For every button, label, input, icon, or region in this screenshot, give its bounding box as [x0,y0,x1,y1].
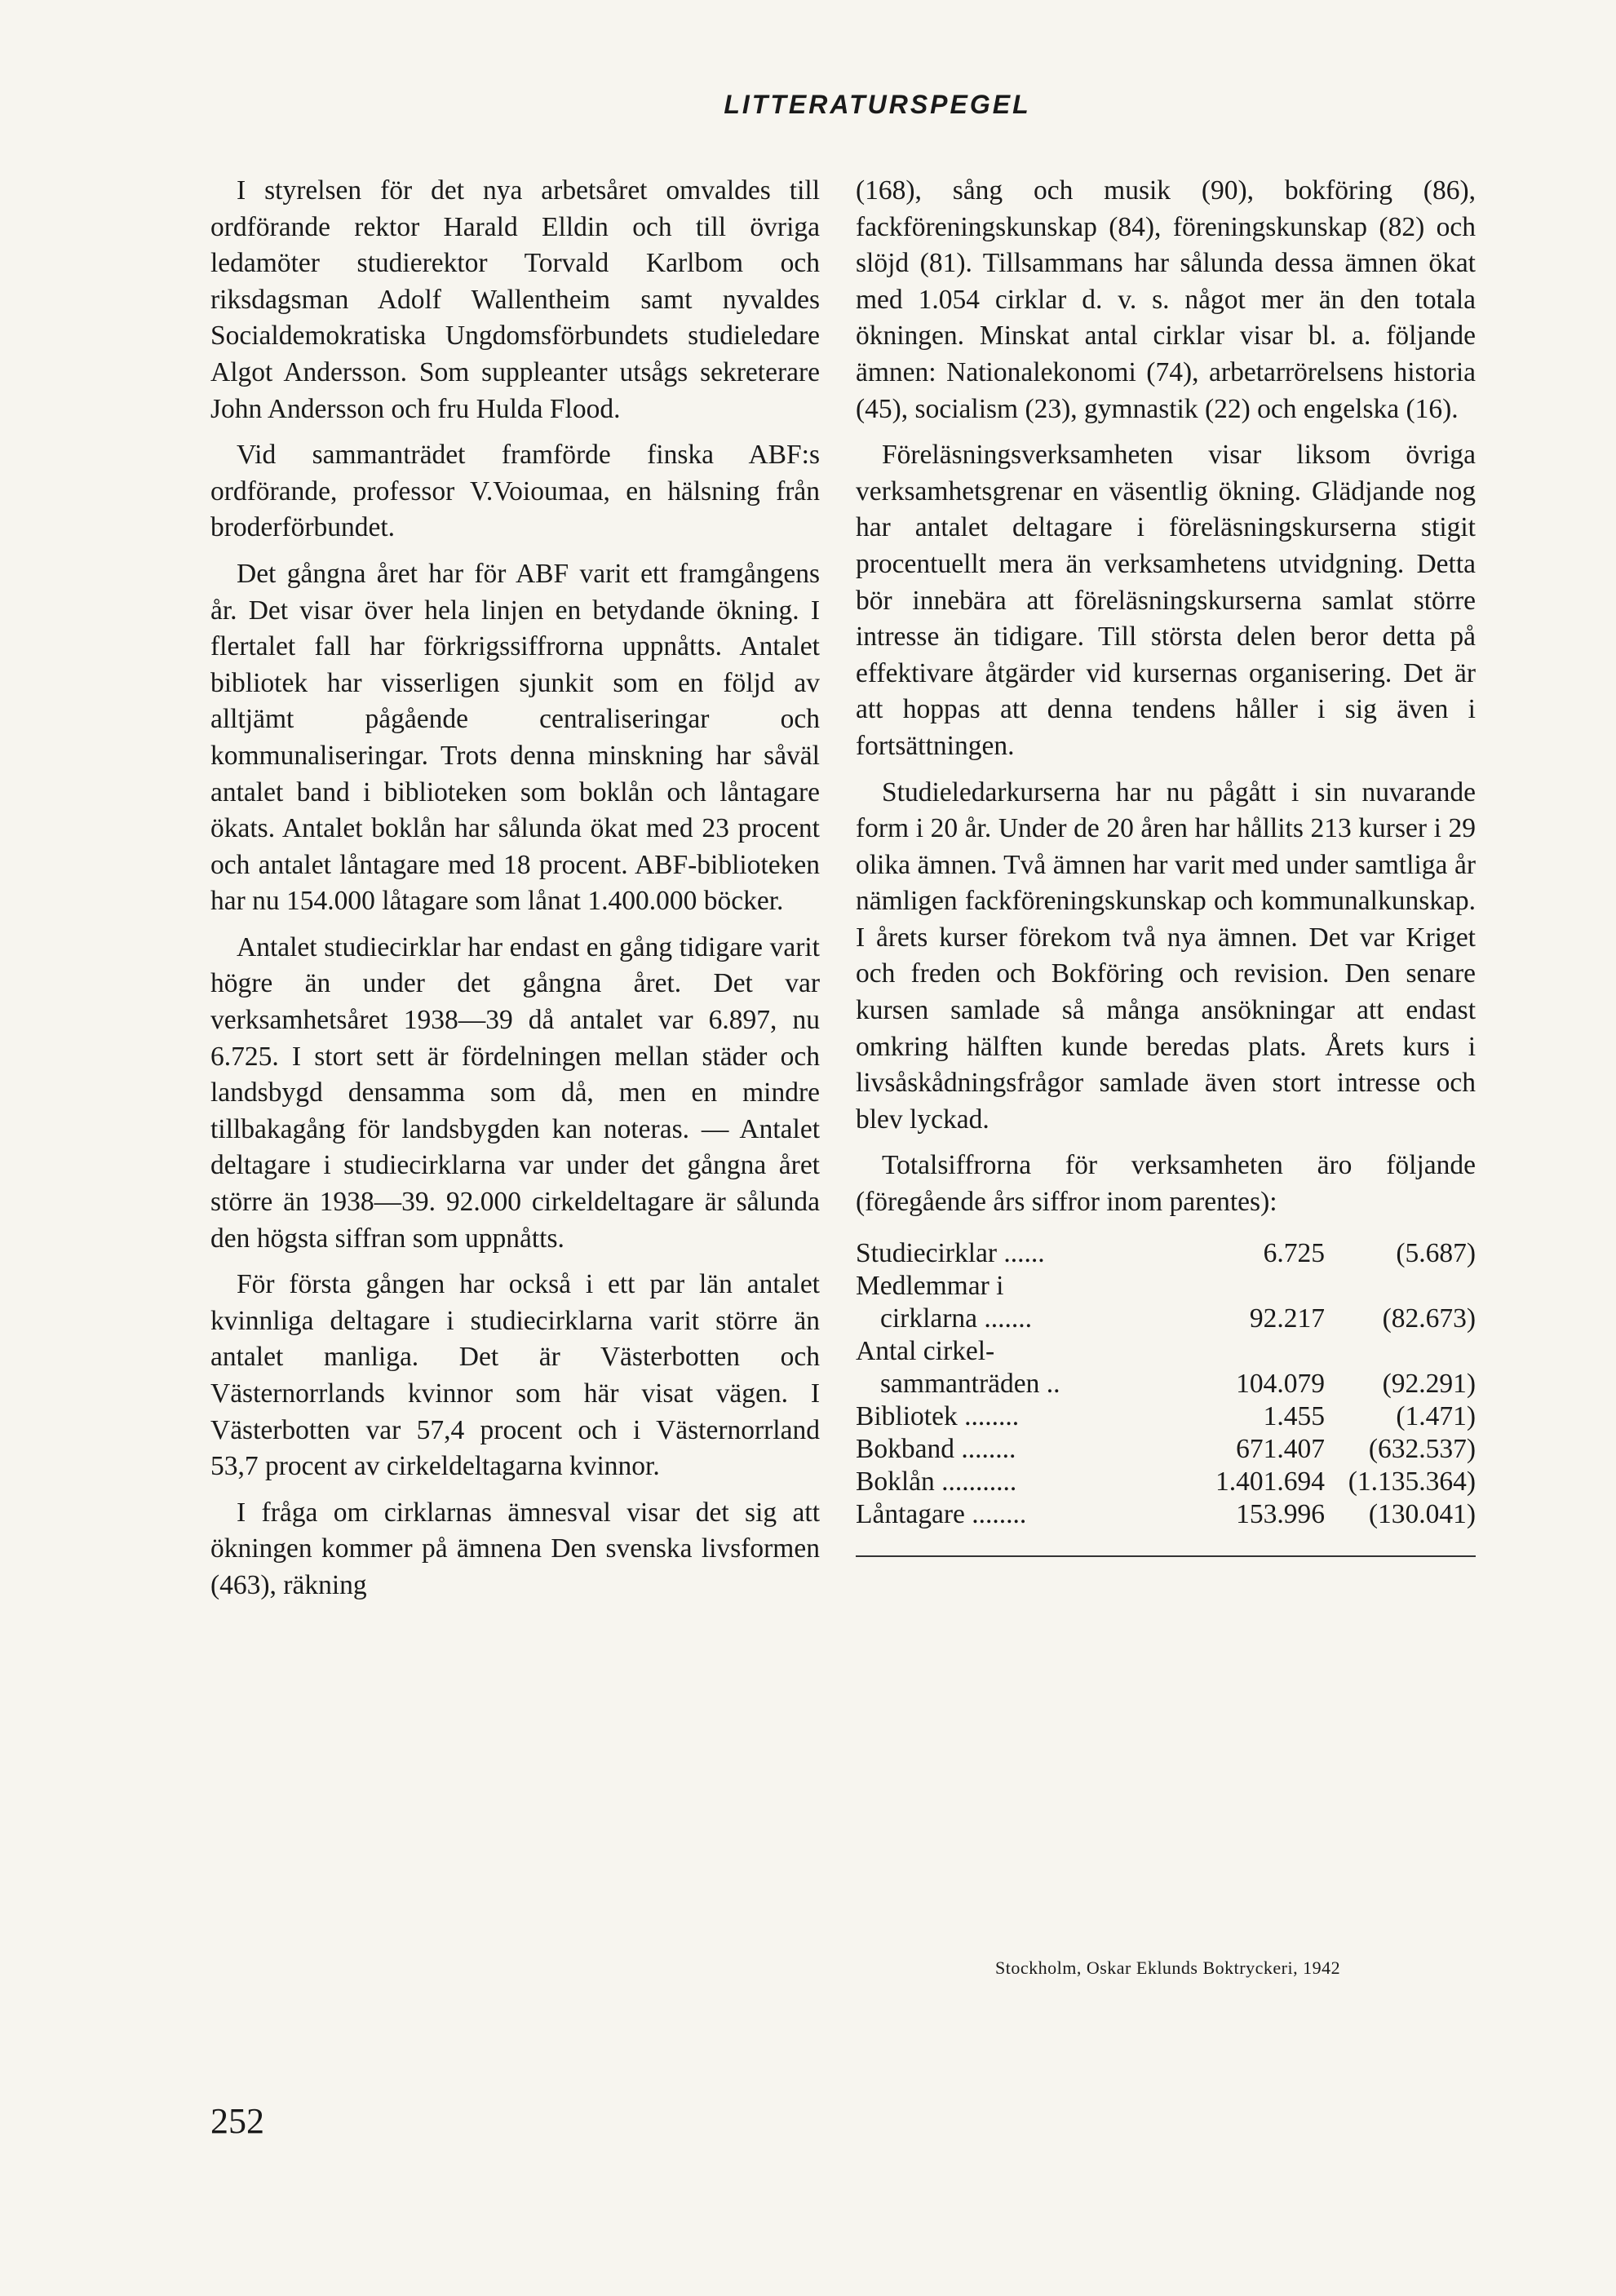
paragraph: Studieledarkurserna har nu pågått i sin nuvarande form i 20 år. Under de 20 åren har hållits 213 kurser i 29 olika ämnen. Två ämnen har varit med under samtliga år nämligen fackföreningskunskap och kommunalkunskap. I årets kurser förekom två nya ämnen. Det var Kriget och freden och Bokföring och revision. Den senare kursen samlade så många ansökningar att endast omkring hälften kunde beredas plats. Årets kurs i livsåskådningsfrågor samlade även stort intresse och blev lyckad. [856,776,1476,1135]
stat-previous: (1.135.364) [1348,1466,1476,1497]
paragraph: Det gångna året har för ABF varit ett framgångens år. Det visar över hela linjen en betydande ökning. I flertalet fall har förkrigssiffrorna uppnåtts. Antalet bibliotek har visserligen sjunkit som en följd av alltjämt pågående centraliseringar och kommunaliseringar. Trots denna minskning har såväl antalet band i biblioteken som boklån och låntagare ökats. Antalet boklån har sålunda ökat med 23 procent och antalet låntagare med 18 procent. ABF-biblioteken har nu 154.000 låtagare som lånat 1.400.000 böcker. [210,558,820,917]
divider-rule [856,1555,1476,1557]
stat-label: Bokband ........ [856,1433,1016,1464]
table-row [856,1400,1476,1433]
printer-imprint: Stockholm, Oskar Eklunds Boktryckeri, 1942 [995,1958,1341,1978]
paragraph: För första gången har också i ett par län antalet kvinnliga deltagare i studiecirklarna varit större än antalet manliga. Det är Västerbotten och Västernorrlands kvinnor som här visat vägen. I Västerbotten var 57,4 procent och i Västernorrland 53,7 procent av cirkeldeltagarna kvinnor. [210,1269,820,1482]
stat-label: cirklarna ....... [880,1303,1033,1334]
stat-previous: (1.471) [1396,1400,1476,1431]
table-row [856,1498,1476,1531]
paragraph-continuation: (168), sång och musik (90), bokföring (86), fackföreningskunskap (84), föreningskunskap (82) och slöjd (81). Tillsammans har sålunda dessa ämnen ökat med 1.054 cirklar d. v. s. något mer än den totala ökningen. Minskat antal cirklar visar bl. a. följande ämnen: Nationalekonomi (74), arbetarrörelsens historia (45), socialism (23), gymnastik (22) och engelska (16). [856,175,1476,424]
stat-value: 153.996 [1236,1498,1325,1529]
stat-label: Boklån ........... [856,1466,1017,1497]
table-row [856,1270,1476,1303]
stat-label: Bibliotek ........ [856,1400,1020,1431]
paragraph: I fråga om cirklarnas ämnesval visar det sig att ökningen kommer på ämnena Den svenska livsformen (463), räkning [210,1497,820,1600]
table-row [856,1433,1476,1466]
stat-value: 6.725 [1263,1237,1325,1268]
paragraph: Totalsiffrorna för verksamheten äro följande (föregående års siffror inom parentes): [856,1150,1476,1218]
table-row [856,1237,1476,1270]
stat-label: sammanträden .. [880,1368,1060,1399]
paragraph: I styrelsen för det nya arbetsåret omvaldes till ordförande rektor Harald Elldin och till övriga ledamöter studierektor Torvald Karlbom och riksdagsman Adolf Wallentheim samt nyvaldes Socialdemokratiska Ungdomsförbundets studieledare Algot Andersson. Som suppleanter utsågs sekreterare John Andersson och fru Hulda Flood. [210,175,820,424]
stat-previous: (632.537) [1368,1433,1476,1464]
table-row [856,1335,1476,1368]
stat-label: Antal cirkel- [856,1335,995,1366]
right-column [856,173,1476,1557]
statistics-table [856,1237,1476,1531]
stat-value: 1.401.694 [1215,1466,1325,1497]
stat-label: Låntagare ........ [856,1498,1027,1529]
stat-value [1170,1270,1325,1303]
table-row [856,1466,1476,1498]
table-row [856,1368,1476,1400]
stat-value: 92.217 [1249,1303,1325,1334]
table-row [856,1303,1476,1335]
stat-value: 104.079 [1236,1368,1325,1399]
stat-value [1170,1335,1325,1368]
stat-label: Medlemmar i [856,1270,1004,1301]
stat-previous: (92.291) [1382,1368,1476,1399]
stat-previous [1325,1270,1476,1303]
running-header: LITTERATURSPEGEL [724,90,1031,119]
stat-previous: (5.687) [1396,1237,1476,1268]
stat-value: 1.455 [1263,1400,1325,1431]
stat-label: Studiecirklar ...... [856,1237,1045,1268]
paragraph: Vid sammanträdet framförde finska ABF:s ordförande, professor V.Voioumaa, en hälsning från broderförbundet. [210,440,820,543]
stat-value: 671.407 [1236,1433,1325,1464]
stat-previous: (82.673) [1382,1303,1476,1334]
left-column [210,173,820,1614]
page-number: 252 [210,2101,264,2141]
stat-previous: (130.041) [1368,1498,1476,1529]
paragraph: Föreläsningsverksamheten visar liksom övriga verksamhetsgrenar en väsentlig ökning. Glädjande nog har antalet deltagare i föreläsningskurserna stigit procentuellt mera än verksamhetens utvidgning. Detta bör innebära att föreläsningskurserna samlat större intresse än tidigare. Till största delen beror detta på effektivare åtgärder vid kursernas organisering. Det är att hoppas att denna tendens håller i sig även i fortsättningen. [856,440,1476,761]
paragraph: Antalet studiecirklar har endast en gång tidigare varit högre än under det gångna året. Det var verksamhetsåret 1938—39 då antalet var 6.897, nu 6.725. I stort sett är fördelningen mellan städer och landsbygd densamma som då, men en mindre tillbakagång för landsbygden kan noteras. — Antalet deltagare i studiecirklarna var under det gångna året större än 1938—39. 92.000 cirkeldeltagare är sålunda den högsta siffran som uppnåtts. [210,931,820,1254]
stat-previous [1325,1335,1476,1368]
